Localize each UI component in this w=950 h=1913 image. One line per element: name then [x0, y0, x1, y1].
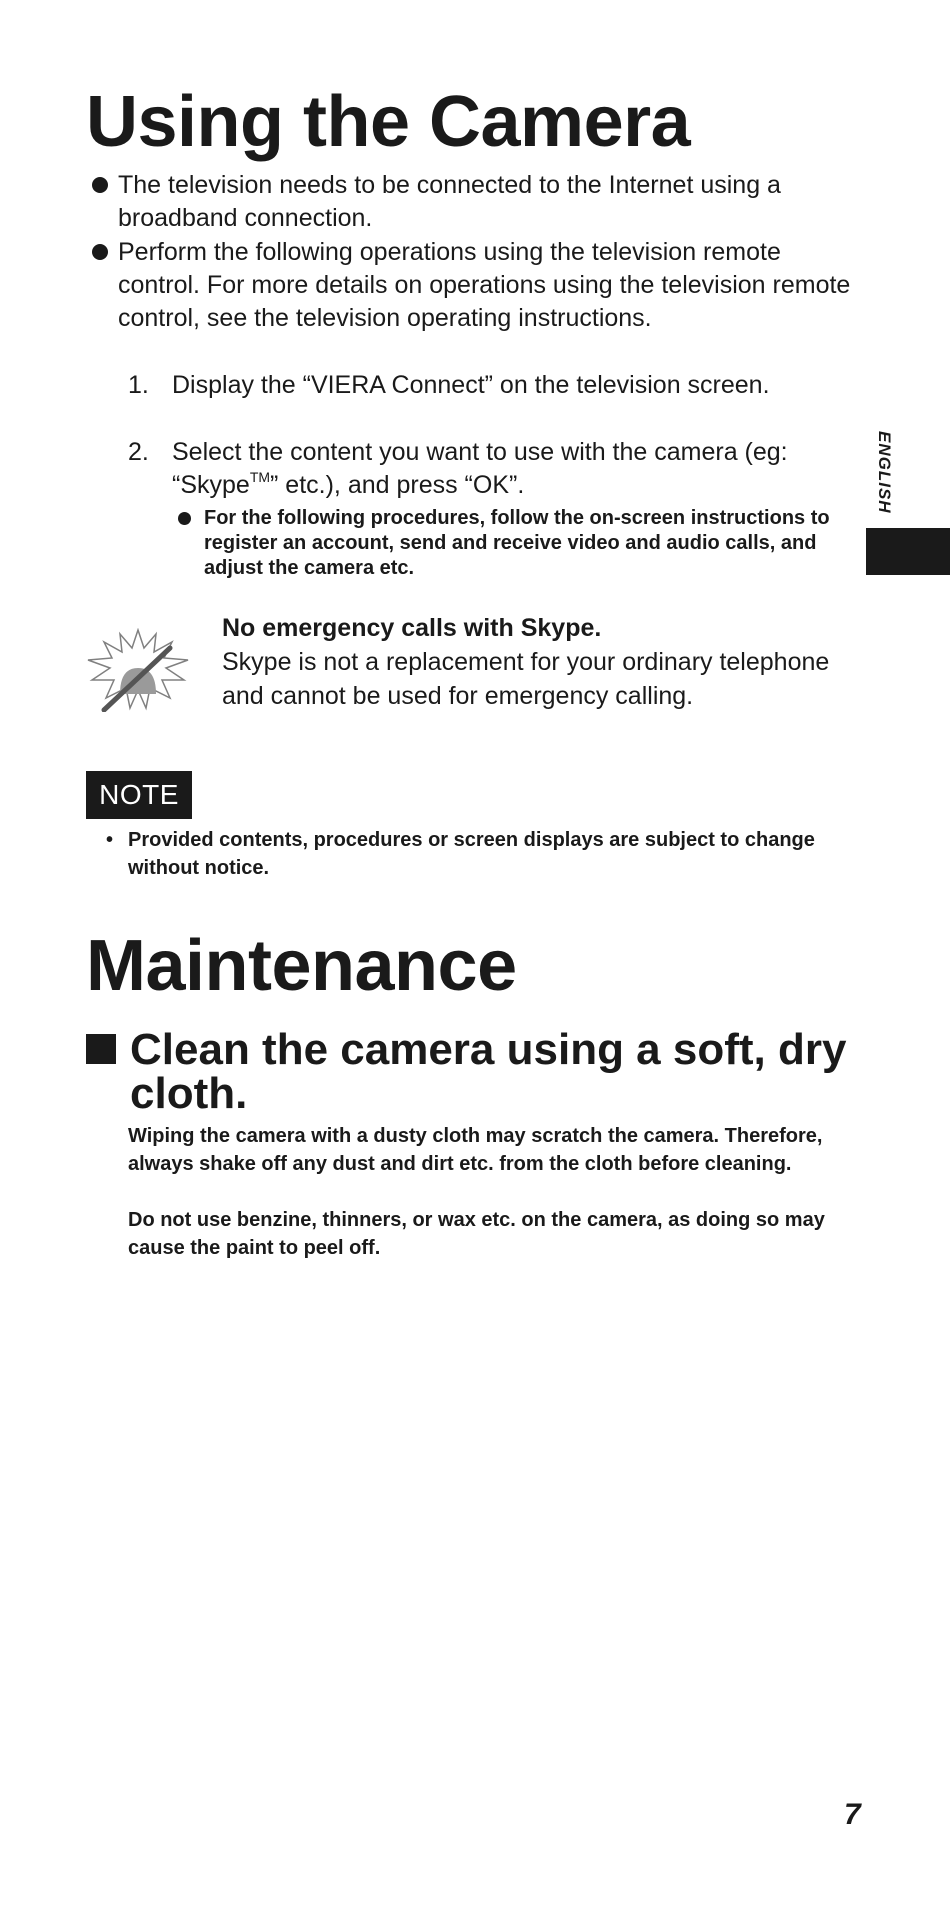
sub-bullet-text: For the following procedures, follow the on-screen instructions to register an account, send and receive video and audio calls, and adjust the camera etc.: [204, 507, 830, 579]
step-2: [128, 436, 838, 502]
note-badge: NOTE: [86, 771, 192, 819]
trademark-mark: TM: [249, 468, 271, 485]
maintenance-subheading: [86, 1025, 866, 1118]
bullet-icon: [178, 512, 191, 525]
language-label: ENGLISH: [875, 431, 894, 514]
warning-title: No emergency calls with Skype.: [222, 614, 602, 642]
step-1: [128, 369, 838, 402]
bullet-icon: [92, 244, 108, 260]
sub-list-item: [178, 506, 858, 581]
step-text-end: ” etc.), and press “OK”.: [270, 471, 525, 499]
section-title-maintenance: Maintenance: [86, 926, 517, 1006]
warning-text: Skype is not a replacement for your ordinary telephone and cannot be used for emergency calling.: [222, 648, 830, 710]
bullet-text: Perform the following operations using the television remote control. For more details on operations using the television remote control, see the television operating instructions.: [118, 238, 851, 332]
step-text: Display the “VIERA Connect” on the television screen.: [172, 371, 770, 399]
page-title: Using the Camera: [86, 82, 691, 162]
language-tab-marker: [866, 528, 950, 575]
note-item: [106, 826, 866, 882]
list-item: [88, 236, 868, 335]
bullet-icon: [92, 177, 108, 193]
step-text: [172, 436, 838, 502]
subheading-text: Clean the camera using a soft, dry cloth.: [130, 1025, 847, 1118]
step-number: 2.: [128, 438, 149, 466]
no-emergency-warning-icon: [84, 628, 192, 712]
step-text-start: Select the content you want to use with the camera (eg: “Skype: [172, 438, 788, 499]
bullet-text: The television needs to be connected to the Internet using a broadband connection.: [118, 171, 781, 232]
page-number: 7: [844, 1798, 861, 1831]
note-text: Provided contents, procedures or screen displays are subject to change without notice.: [128, 829, 815, 879]
square-bullet-icon: [86, 1034, 116, 1064]
bullet-icon: •: [106, 829, 114, 851]
maintenance-paragraph: Do not use benzine, thinners, or wax etc. on the camera, as doing so may cause the paint to peel off.: [128, 1209, 825, 1259]
maintenance-paragraph: Wiping the camera with a dusty cloth may scratch the camera. Therefore, always shake off any dust and dirt etc. from the cloth before cleaning.: [128, 1125, 823, 1175]
step-number: 1.: [128, 371, 149, 399]
list-item: [88, 169, 868, 235]
